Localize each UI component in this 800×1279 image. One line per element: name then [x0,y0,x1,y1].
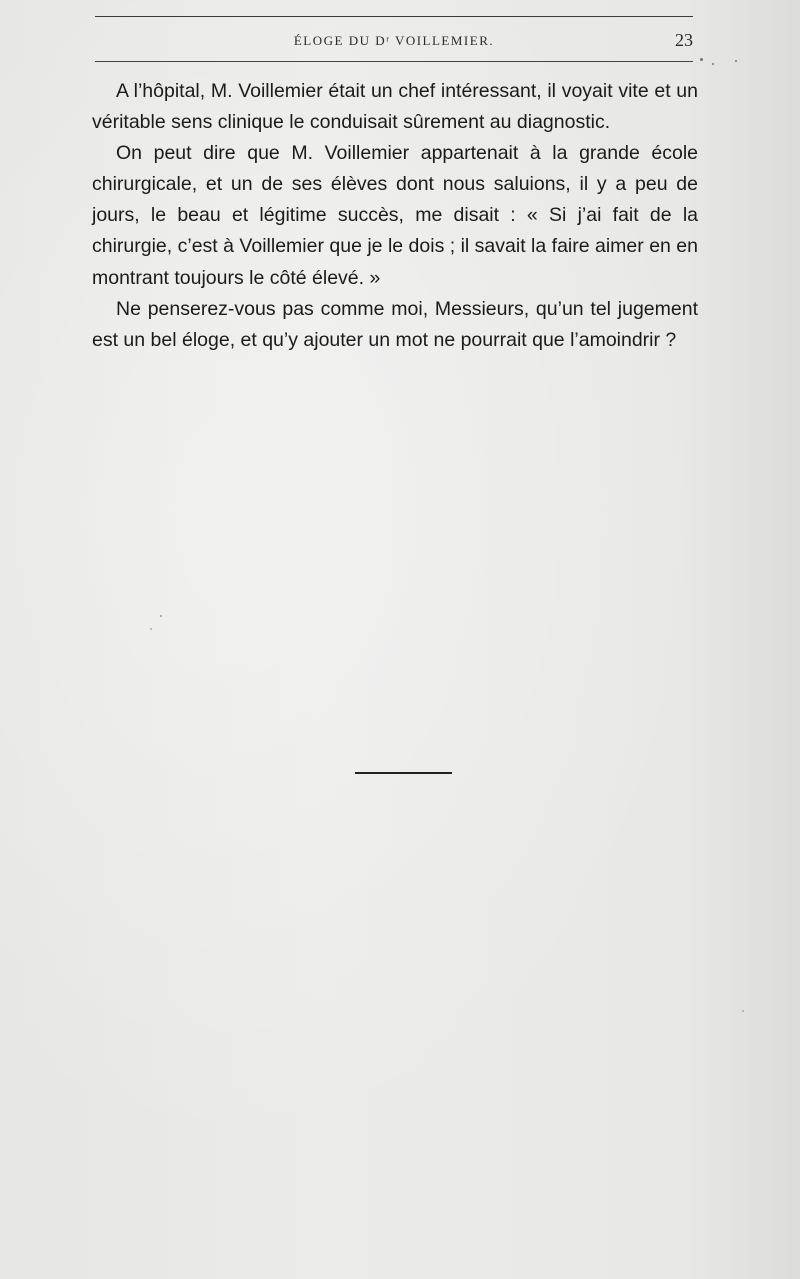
paper-speck [712,63,714,65]
paper-speck [742,1010,744,1012]
running-head [95,30,693,52]
running-title: ÉLOGE DU Dʳ VOILLEMIER. [293,33,495,48]
paper-speck [160,615,162,617]
paragraph-2: On peut dire que M. Voillemier appartenait à la grande école chirurgicale, et un de ses élèves dont nous saluions, il y a peu de jours, le beau et légitime succès, me disait : « Si j’ai fait de la chirurgie, c’est à Voillemier que je le dois ; il savait la faire aimer en en montrant toujours le côté élevé. » [92,142,698,289]
paragraph-3: Ne penserez-vous pas comme moi, Messieurs, qu’un tel jugement est un bel éloge, et qu’y ajouter un mot ne pourrait que l’amoindrir ? [92,297,698,351]
closing-rule [355,772,452,774]
header-top-rule [95,16,693,17]
body-text [92,76,698,356]
paper-speck [150,628,152,630]
paper-speck [735,60,737,62]
paragraph-1: A l’hôpital, M. Voillemier était un chef intéressant, il voyait vite et un véritable sens clinique le conduisait sûrement au diagnostic. [92,80,698,134]
paper-speck [700,58,703,61]
header-bottom-rule [95,61,693,62]
page-number: 23 [675,30,693,50]
